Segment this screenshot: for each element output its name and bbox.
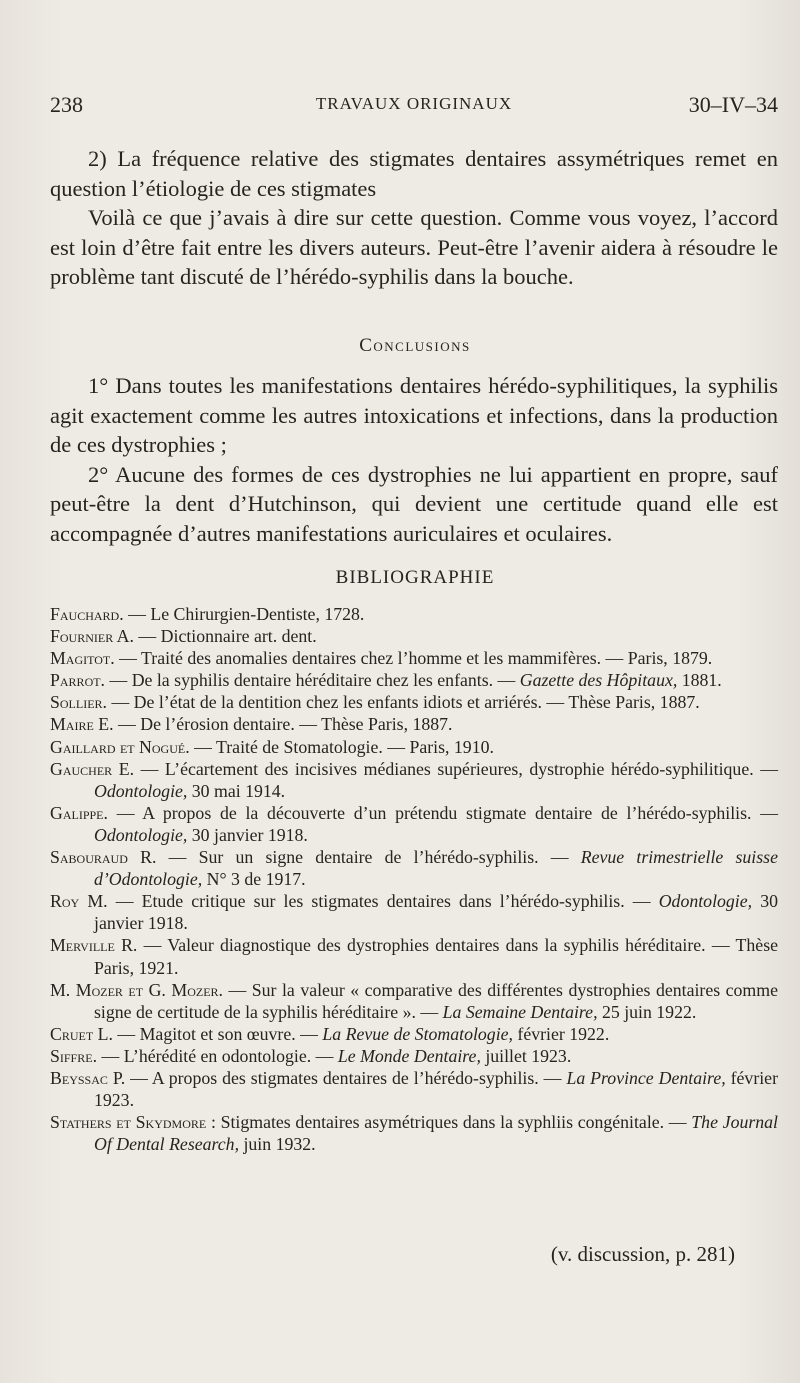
entry-text: — A propos des stigmates dentaires de l’hérédo-syphilis. —: [125, 1067, 567, 1088]
conclusion-paragraph: 2° Aucune des formes de ces dystrophies ne lui appartient en propre, sauf peut-être la dent d’Hutchinson, qui devient une certitude quand elle est accompagnée d’autres manifestations auriculaires et oculaires.: [50, 461, 778, 546]
intro-paragraph: Voilà ce que j’avais à dire sur cette question. Comme vous voyez, l’accord est loin d’être fait entre les divers auteurs. Peut-être l’avenir aidera à résoudre le problème tant discuté de l’hérédo-syphilis dans la bouche.: [50, 205, 778, 289]
entry-text: — Magitot et son œuvre. —: [112, 1023, 323, 1044]
bibliography-list: [50, 603, 778, 1155]
bibliography-entry: [50, 691, 778, 713]
entry-date: février 1922.: [512, 1023, 610, 1044]
entry-date: 30 mai 1914.: [187, 780, 286, 801]
entry-author: Gaillard et Nogué.: [50, 736, 190, 757]
bibliography-entry: [50, 736, 778, 758]
entry-text: — Sur un signe dentaire de l’hérédo-syphilis. —: [156, 847, 581, 868]
entry-journal: The Journal Of Dental Research,: [94, 1112, 778, 1155]
entry-journal: Odontologie,: [94, 824, 188, 845]
entry-author: Parrot.: [50, 670, 106, 691]
entry-text: — De la syphilis dentaire héréditaire chez les enfants. —: [105, 670, 520, 691]
entry-author: Gaucher E.: [50, 758, 135, 779]
entry-text: — L’écartement des incisives médianes supérieures, dystrophie hérédo-syphilitique. —: [134, 758, 778, 779]
entry-author: Galippe.: [50, 802, 108, 823]
conclusions-heading: Conclusions: [359, 335, 471, 356]
bibliography-entry: [50, 846, 778, 890]
bibliography-entry: [50, 669, 778, 691]
entry-journal: Odontologie,: [658, 891, 753, 912]
entry-journal: Le Monde Dentaire,: [337, 1045, 481, 1066]
entry-text: — Sur la valeur « comparative des différentes dystrophies dentaires comme signe de certitude de la syphilis héréditaire ». —: [94, 979, 778, 1022]
entry-author: Siffre.: [50, 1045, 98, 1066]
entry-text: — L’hérédité en odontologie. —: [97, 1045, 338, 1066]
bibliography-entry: [50, 603, 778, 625]
entry-journal: Revue trimestrielle suisse d’Odontologie,: [94, 847, 778, 890]
bibliography-entry: [50, 1067, 778, 1111]
entry-author: Merville R.: [50, 935, 138, 956]
entry-author: Cruet L.: [50, 1023, 113, 1044]
discussion-note: (v. discussion, p. 281): [550, 1242, 735, 1266]
entry-text: — Valeur diagnostique des dystrophies dentaires dans la syphilis héréditaire. — Thèse Paris, 1921.: [94, 935, 779, 978]
entry-journal: La Province Dentaire,: [566, 1067, 726, 1088]
entry-text: — De l’état de la dentition chez les enfants idiots et arriérés. — Thèse Paris, 1887.: [107, 692, 700, 713]
bibliography-entry: [50, 890, 778, 934]
entry-journal: La Revue de Stomatologie,: [322, 1023, 513, 1044]
conclusion-paragraph: 1° Dans toutes les manifestations dentaires hérédo-syphilitiques, la syphilis agit exactement comme les autres intoxications et infections, dans la production de ces dystrophies ;: [50, 373, 778, 457]
entry-author: Fauchard.: [50, 604, 124, 624]
entry-journal: Odontologie,: [94, 780, 188, 801]
entry-text: : Stigmates dentaires asymétriques dans la syphliis congénitale. —: [206, 1112, 692, 1133]
bibliography-entry: [50, 758, 778, 802]
entry-text: — Dictionnaire art. dent.: [133, 626, 317, 647]
running-header: [50, 92, 778, 122]
entry-date: juillet 1923.: [480, 1045, 572, 1066]
entry-text: — De l’érosion dentaire. — Thèse Paris, 1887.: [113, 714, 453, 735]
entry-author: Magitot.: [50, 648, 115, 669]
entry-date: février 1923.: [94, 1067, 778, 1111]
issue-date: 30–IV–34: [688, 92, 778, 117]
entry-author: Fournier A.: [50, 626, 134, 647]
entry-author: M. Mozer et G. Mozer.: [50, 979, 223, 1000]
entry-journal: Gazette des Hôpitaux,: [519, 670, 678, 691]
entry-text: — A propos de la découverte d’un prétendu stigmate dentaire de l’hérédo-syphilis. —: [107, 802, 778, 823]
entry-journal: La Semaine Dentaire,: [442, 1001, 598, 1022]
entry-author: Stathers et Skydmore: [50, 1112, 207, 1133]
bibliography-entry: [50, 1023, 778, 1045]
running-title: TRAVAUX ORIGINAUX: [315, 94, 513, 113]
intro-paragraph: 2) La fréquence relative des stigmates dentaires assymétriques remet en question l’étiologie de ces stigmates: [50, 146, 778, 201]
bibliography-entry: [50, 647, 778, 669]
bibliography-entry: [50, 1111, 778, 1155]
page-number: 238: [50, 92, 83, 117]
entry-author: Maire E.: [50, 714, 114, 735]
conclusions-section: [50, 371, 778, 548]
entry-date: 30 janvier 1918.: [187, 824, 308, 845]
entry-author: Sollier.: [50, 692, 107, 713]
bibliography-entry: [50, 979, 778, 1023]
bibliography-entry: [50, 1045, 778, 1067]
bibliography-entry: [50, 802, 778, 846]
bibliography-entry: [50, 625, 778, 647]
entry-date: 30 janvier 1918.: [94, 891, 778, 934]
intro-section: [50, 144, 778, 292]
entry-text: — Traité des anomalies dentaires chez l’homme et les mammifères. — Paris, 1879.: [114, 648, 713, 669]
entry-text: — Traité de Stomatologie. — Paris, 1910.: [189, 736, 494, 757]
bibliography-entry: [50, 934, 778, 978]
entry-date: N° 3 de 1917.: [202, 869, 306, 890]
entry-date: 25 juin 1922.: [597, 1001, 697, 1022]
entry-date: 1881.: [677, 670, 722, 691]
bibliography-heading: BIBLIOGRAPHIE: [335, 567, 495, 588]
entry-date: juin 1932.: [239, 1134, 316, 1155]
entry-author: Roy M.: [50, 891, 108, 912]
entry-author: Beyssac P.: [50, 1067, 126, 1088]
entry-text: — Le Chirurgien-Dentiste, 1728.: [123, 604, 365, 624]
entry-author: Sabouraud R.: [50, 847, 157, 868]
entry-text: — Etude critique sur les stigmates dentaires dans l’hérédo-syphilis. —: [107, 891, 659, 912]
bibliography-entry: [50, 713, 778, 735]
